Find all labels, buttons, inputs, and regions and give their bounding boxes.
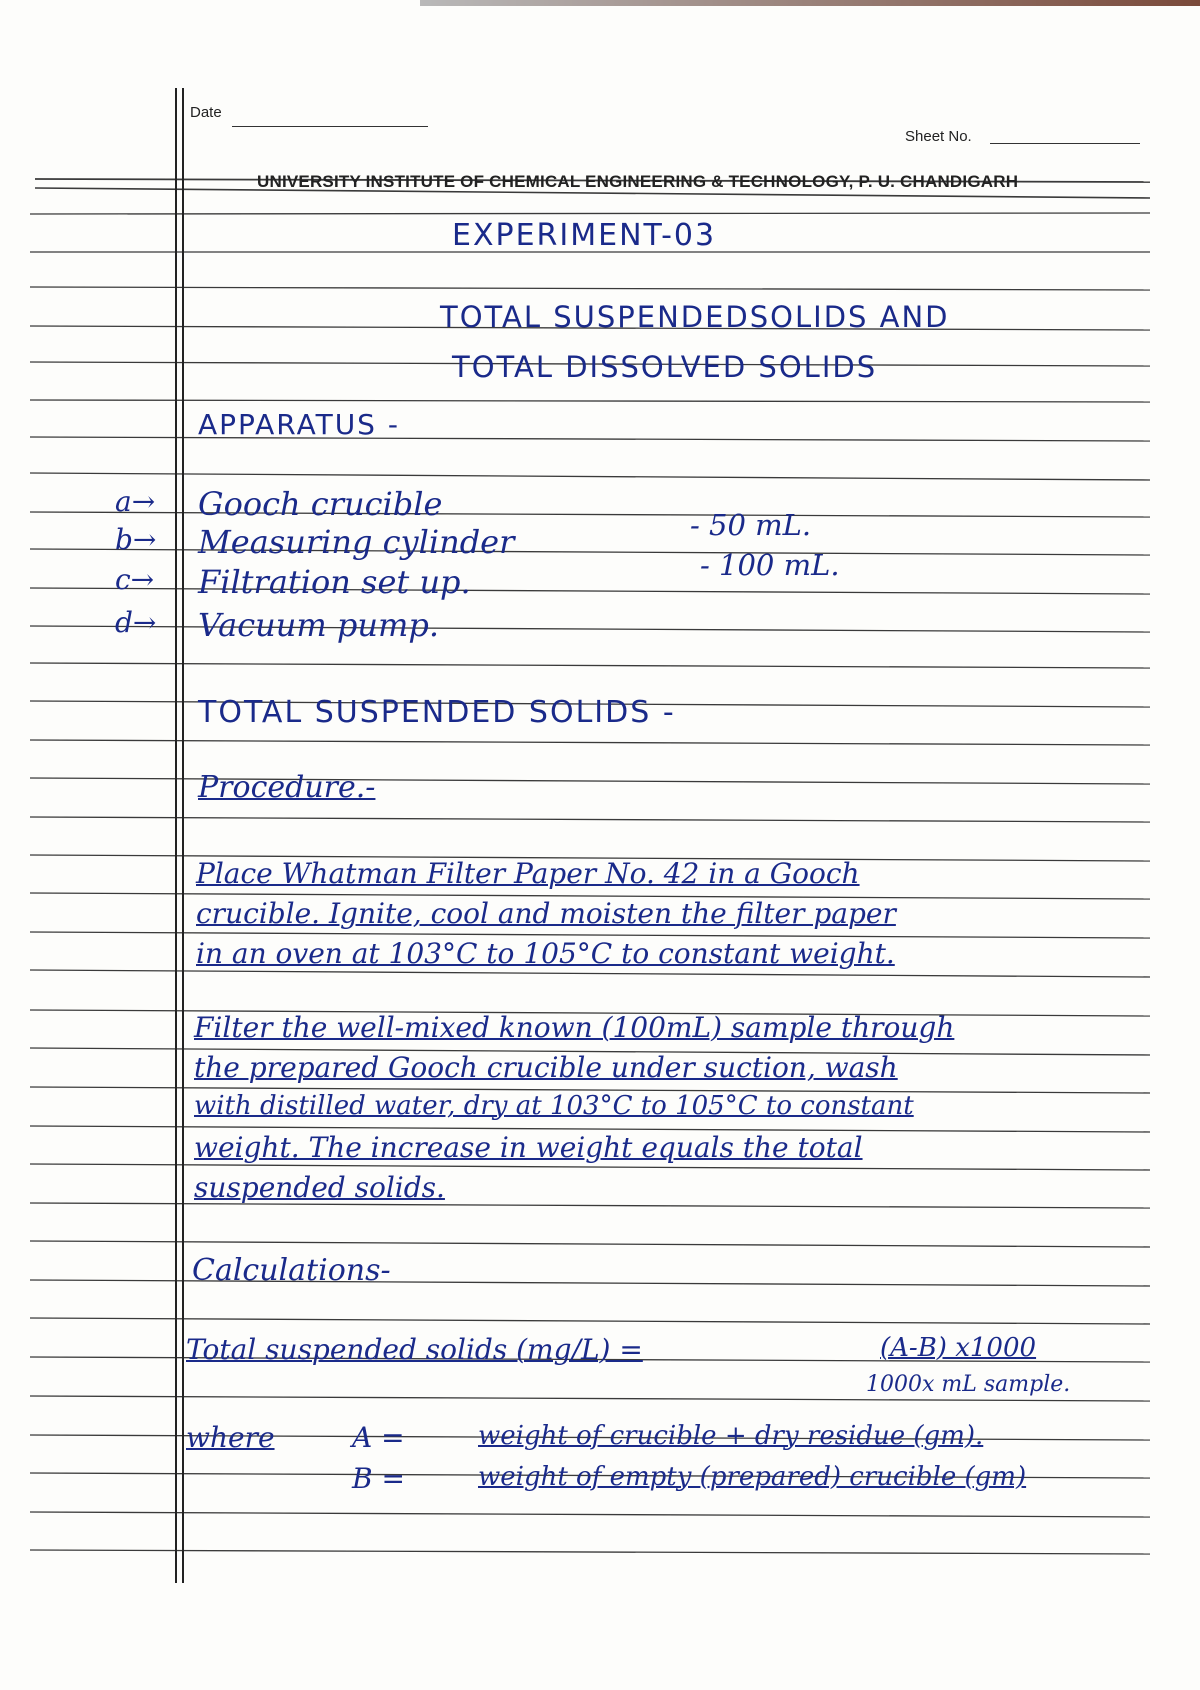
institute-name: UNIVERSITY INSTITUTE OF CHEMICAL ENGINEERING & TECHNOLOGY, P. U. CHANDIGARH [257,172,1019,191]
variable-a-description: weight of crucible + dry residue (gm). [478,1421,984,1451]
sheet-number-label: Sheet No. [905,128,972,145]
apparatus-size-a: - 50 mL. [690,508,812,542]
apparatus-size-b: - 100 mL. [700,548,840,582]
apparatus-item-d: Vacuum pump. [198,606,439,644]
procedure-para2-line2: the prepared Gooch crucible under suction, wash [194,1051,898,1084]
formula-denominator: 1000x mL sample. [866,1372,1071,1397]
variable-b-label: B = [352,1462,405,1495]
apparatus-marker-c: c→ [115,563,155,596]
where-label: where [186,1421,275,1454]
apparatus-marker-d: d→ [115,606,157,639]
procedure-para1-line1: Place Whatman Filter Paper No. 42 in a Gooch [196,857,860,890]
apparatus-item-c: Filtration set up. [198,563,471,601]
procedure-heading: Procedure.- [198,770,376,805]
apparatus-marker-a: a→ [115,485,156,518]
margin-line [175,88,184,1583]
formula-numerator: (A-B) x1000 [880,1333,1037,1363]
procedure-para2-line1: Filter the well-mixed known (100mL) sample through [194,1011,955,1044]
variable-b-description: weight of empty (prepared) crucible (gm) [478,1462,1027,1492]
procedure-para1-line3: in an oven at 103°C to 105°C to constant weight. [196,937,895,970]
sheet-number-blank [990,143,1140,144]
procedure-para2-line3: with distilled water, dry at 103°C to 105°C to constant [194,1091,914,1121]
procedure-para2-line4: weight. The increase in weight equals the total [194,1131,863,1164]
procedure-para2-line5: suspended solids. [194,1171,445,1204]
date-blank [232,126,428,127]
apparatus-marker-b: b→ [115,523,157,556]
formula-lhs: Total suspended solids (mg/L) = [186,1333,643,1366]
experiment-number: EXPERIMENT-03 [452,218,717,253]
apparatus-item-a: Gooch crucible [198,485,443,523]
procedure-para1-line2: crucible. Ignite, cool and moisten the filter paper [196,897,896,930]
date-label: Date [190,104,222,121]
apparatus-item-b: Measuring cylinder [198,523,515,561]
calculations-heading: Calculations- [192,1253,391,1288]
experiment-title-line1: TOTAL SUSPENDEDSOLIDS AND [440,300,950,334]
tss-heading: TOTAL SUSPENDED SOLIDS - [198,695,676,730]
apparatus-heading: APPARATUS - [198,408,400,441]
variable-a-label: A = [352,1421,405,1454]
experiment-title-line2: TOTAL DISSOLVED SOLIDS [452,350,878,384]
